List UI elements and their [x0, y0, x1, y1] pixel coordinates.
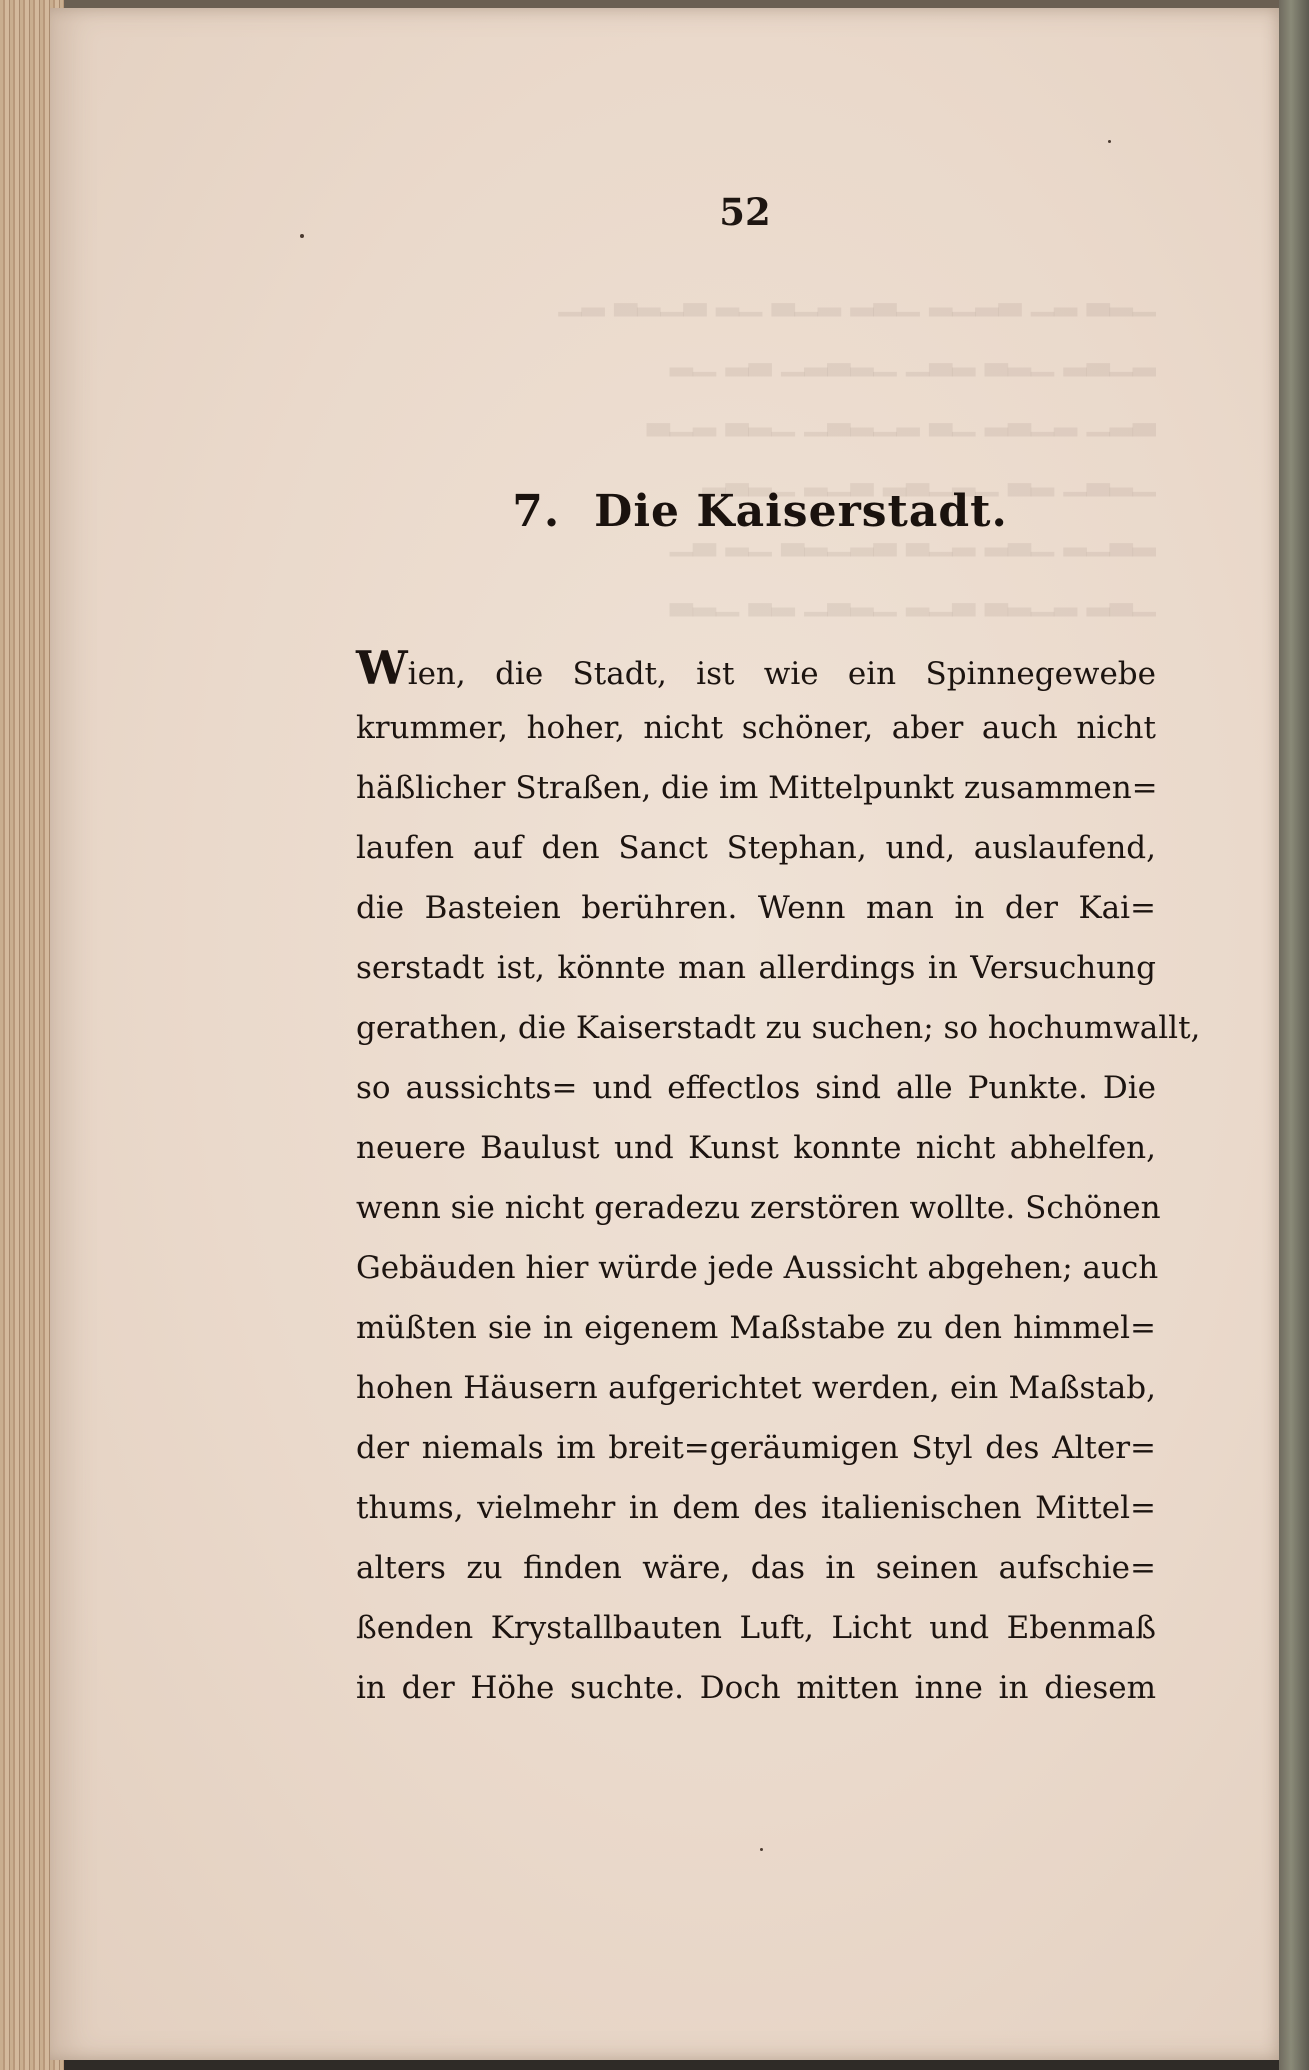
text-line: krummer, hoher, nicht schöner, aber auch nicht: [356, 710, 1156, 746]
text-line: laufen auf den Sanct Stephan, und, auslaufend,: [356, 830, 1156, 866]
text-line: serstadt ist, könnte man allerdings in Versuchung: [356, 950, 1156, 986]
text-line: in der Höhe suchte. Doch mitten inne in diesem: [356, 1670, 1156, 1706]
text-line: ßenden Krystallbauten Luft, Licht und Ebenmaß: [356, 1610, 1156, 1646]
text-line: alters zu finden wäre, das in seinen aufschie=: [356, 1550, 1156, 1586]
paper-speck: [300, 234, 304, 238]
text-line: neuere Baulust und Kunst konnte nicht abhelfen,: [356, 1130, 1156, 1166]
text-line: gerathen, die Kaiserstadt zu suchen; so hochumwallt,: [356, 1010, 1201, 1046]
text-line: die Basteien berühren. Wenn man in der Kai=: [356, 890, 1156, 926]
page-number: 52: [719, 190, 771, 234]
text-line: wenn sie nicht geradezu zerstören wollte. Schönen: [356, 1190, 1161, 1226]
chapter-title: Die Kaiserstadt.: [594, 486, 1008, 537]
text-line: hohen Häusern aufgerichtet werden, ein Maßstab,: [356, 1370, 1156, 1406]
body-text: [356, 638, 1201, 1718]
text-line: müßten sie in eigenem Maßstabe zu den himmel=: [356, 1310, 1156, 1346]
chapter-number: 7.: [512, 486, 561, 537]
show-through-text: ▁▂▃ ▂▁ ▃▂▁▂ ▁▃▂ ▂▁▃ ▁▂ ▃▁▂▃ ▂▁ ▂▁▃▂ ▁▂▃ ▂▃▁ ▁▂▃▂▁ ▃▂ ▁▂ ▃▂▁ ▂▁▃▂ ▁▃ ▂▁▂▃▁ ▁▂▃ ▂▁▃ ▁▂▃▁ ▂▃ ▁▂▁▃▂ ▃▁▂ ▁▂▃▂ ▂▃▁▂ ▁▃▂ ▂▁▃ ▃▂▁▂▃ ▁▂ ▃▁ ▁▃▂ ▂▁▂▃ ▃▁▂ ▁▂▃▁ ▂▃ ▁▂▃: [558, 282, 1156, 617]
text-line: häßlicher Straßen, die im Mittelpunkt zusammen=: [356, 770, 1158, 806]
text-line: der niemals im breit=geräumigen Styl des Alter=: [356, 1430, 1156, 1466]
text-line: Wien, die Stadt, ist wie ein Spinnegewebe: [356, 641, 1156, 695]
text-line: so aussichts= und effectlos sind alle Punkte. Die: [356, 1070, 1156, 1106]
text-line: Gebäuden hier würde jede Aussicht abgehen; auch: [356, 1250, 1159, 1286]
chapter-heading: [360, 486, 1160, 537]
book-cover-edge: [1279, 0, 1309, 2070]
text-line: thums, vielmehr in dem des italienischen Mittel=: [356, 1490, 1156, 1526]
paper-speck: [1108, 140, 1111, 143]
paper-speck: [760, 1848, 763, 1851]
